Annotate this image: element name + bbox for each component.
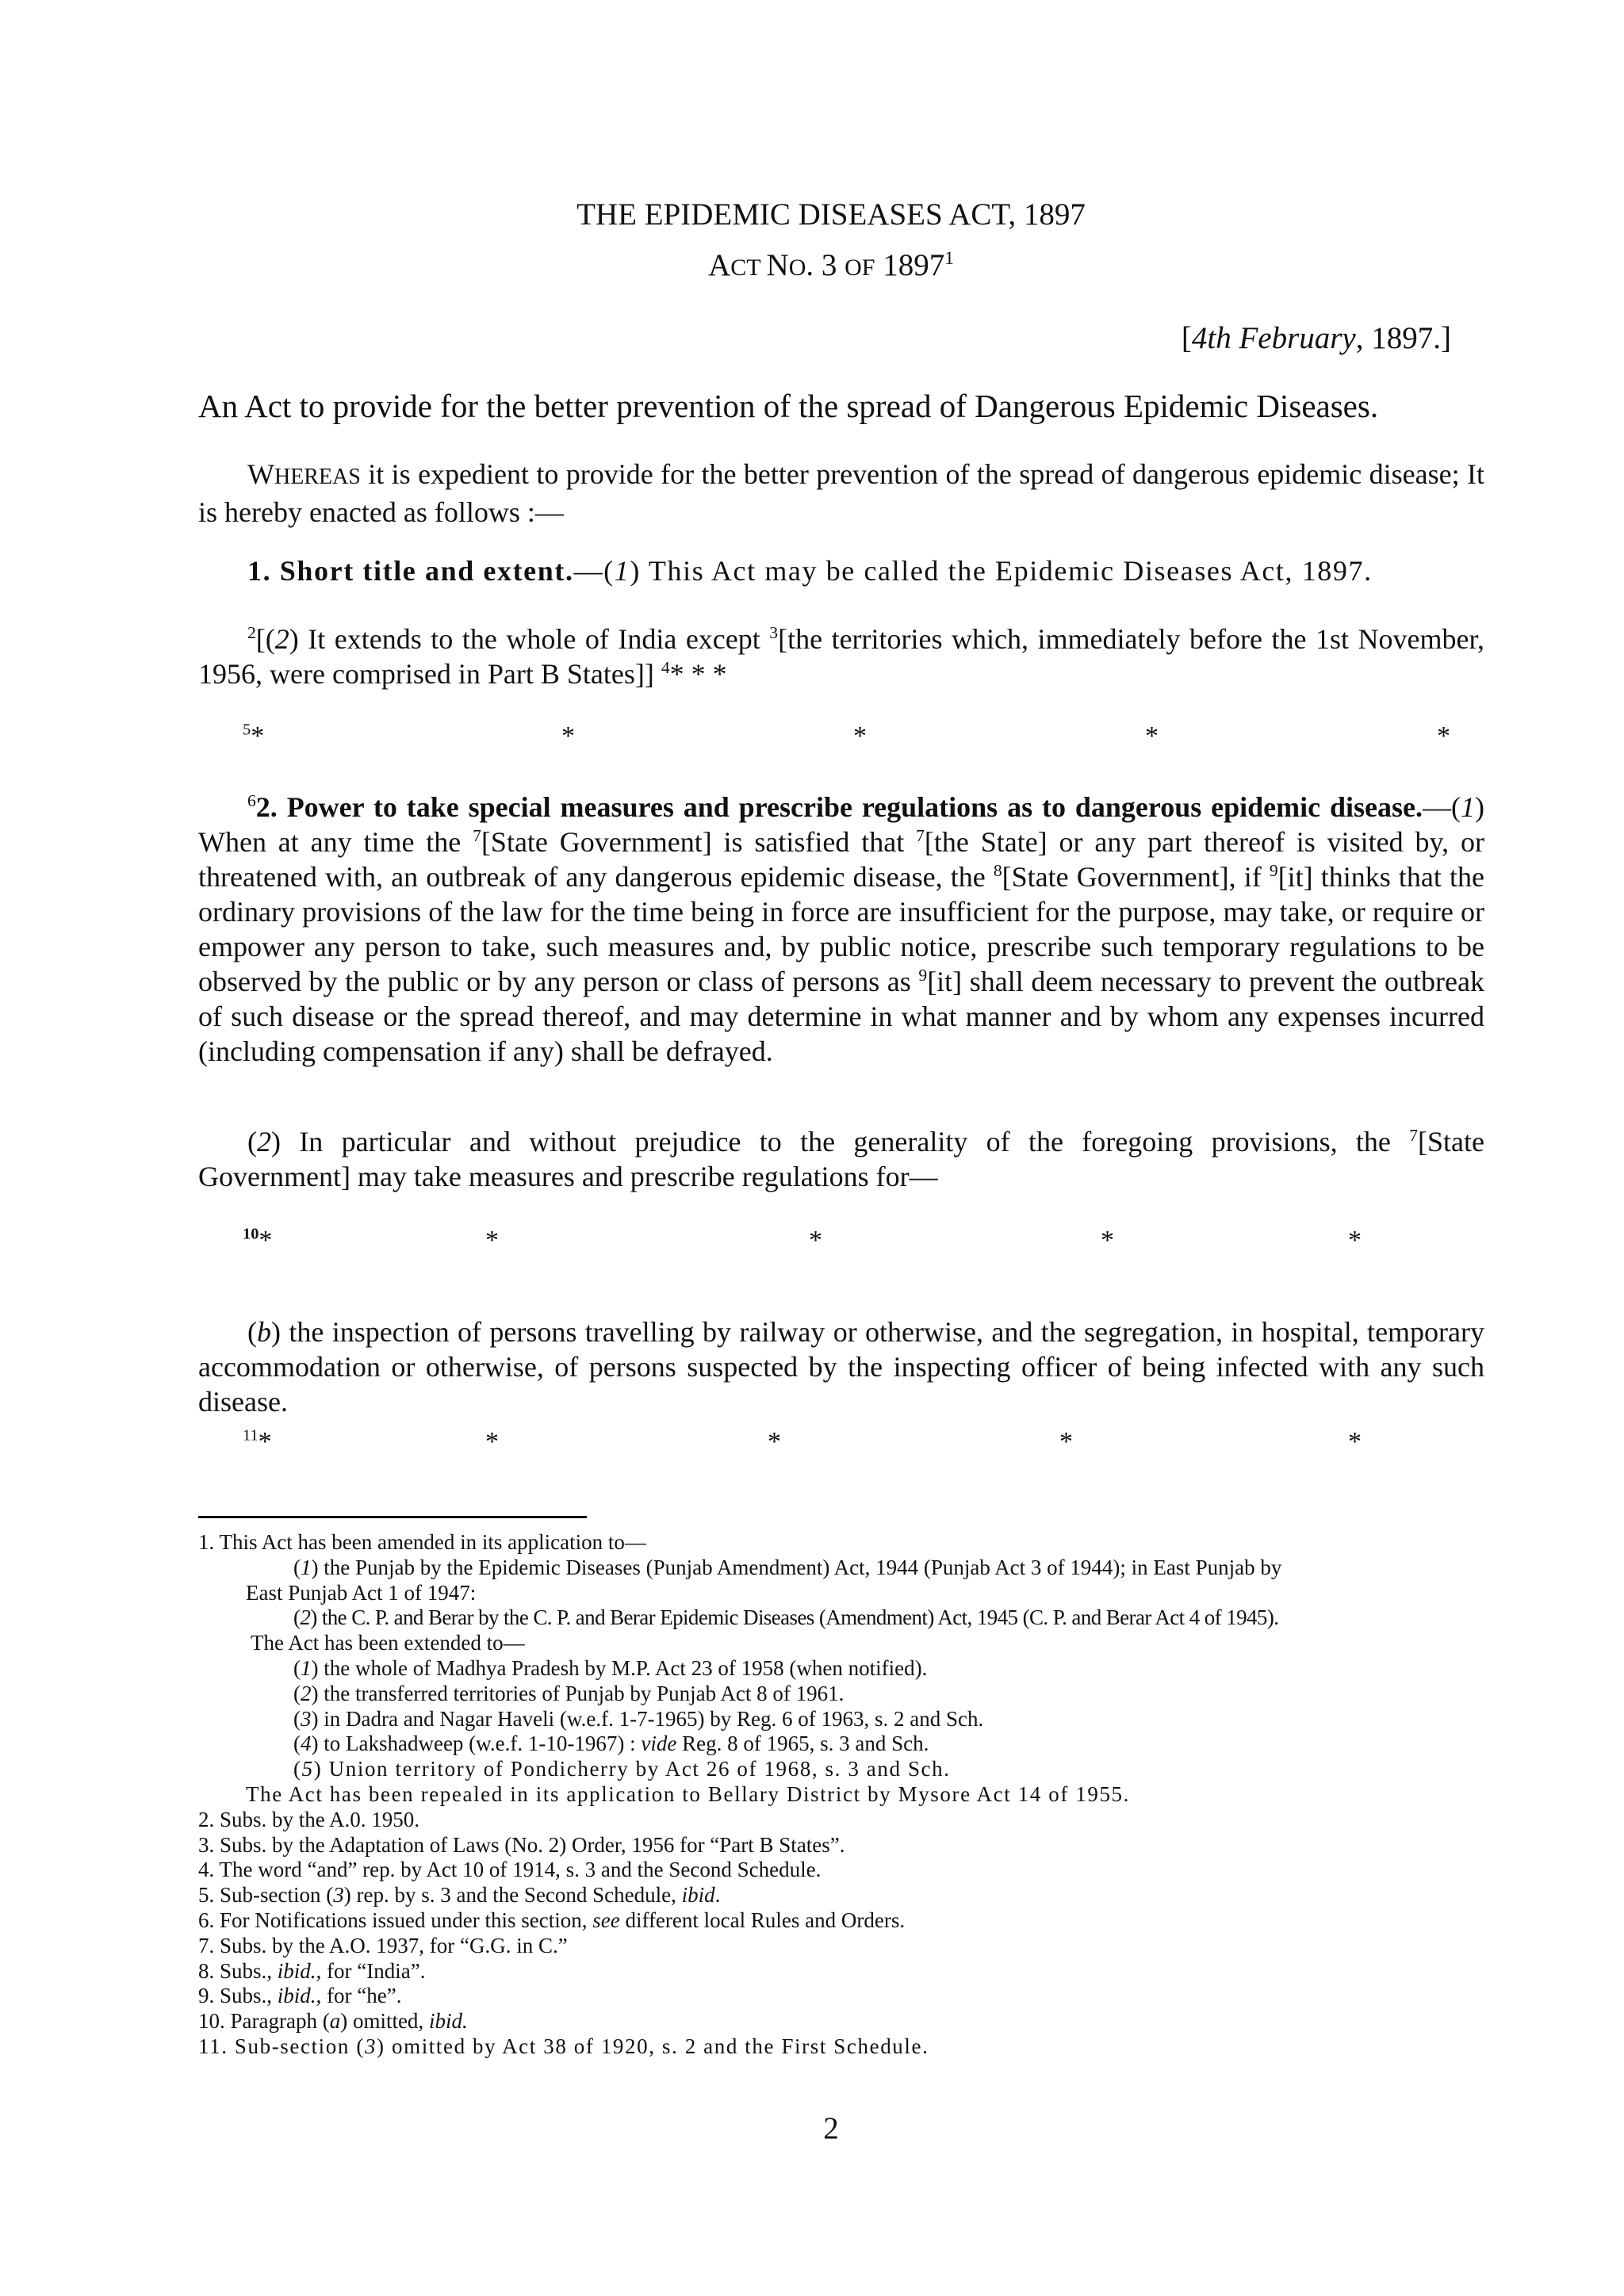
footnote-7: 7. Subs. by the A.O. 1937, for “G.G. in C.” bbox=[198, 1933, 568, 1957]
footnote-8: 8. Subs., ibid., for “India”. bbox=[198, 1958, 426, 1983]
footnote-1-extended: The Act has been extended to— bbox=[251, 1631, 525, 1655]
page-number: 2 bbox=[823, 2111, 839, 2145]
act-title: THE EPIDEMIC DISEASES ACT, 1897 bbox=[576, 197, 1086, 232]
footnote-4: 4. The word “and” rep. by Act 10 of 1914, s. 3 and the Second Schedule. bbox=[198, 1858, 822, 1882]
footnote-10: 10. Paragraph (a) omitted, ibid. bbox=[198, 2009, 468, 2034]
footnote-extension-3: (3) in Dadra and Nagar Haveli (w.e.f. 1-7-1965) by Reg. 6 of 1963, s. 2 and Sch. bbox=[293, 1706, 984, 1731]
footnote-6: 6. For Notifications issued under this section, see different local Rules and Orders. bbox=[198, 1908, 906, 1932]
omission-stars-11: $^{11}$ * * * * * bbox=[243, 1426, 1362, 1456]
section-2: $^6$2. Power to take special measures and prescribe regulations as to dangerous epidemic disease.—(1) When at any time the $^7$[State Government] is satisfied that $^7$[the State] or any part thereof is visited by, or threatened with, an outbreak of any dangerous epidemic disease, the $^8$[State Government], if $^9$[it] thinks that the ordinary provisions of the law for the time being in force are insufficient for the purpose, may take, or require or empower any person to take, such measures and, by public notice, prescribe such temporary regulations to be observed by the public or by any person or class of persons as $^9$[it] shall deem necessary to prevent the outbreak of such disease or the spread thereof, and may determine in what manner and by whom any expenses incurred (including compensation if any) shall be defrayed. bbox=[198, 791, 1485, 1067]
footnote-11: 11. Sub-section (3) omitted by Act 38 of 1920, s. 2 and the First Schedule. bbox=[198, 2034, 929, 2058]
footnote-5: 5. Sub-section (3) rep. by s. 3 and the Second Schedule, ibid. bbox=[198, 1883, 721, 1908]
footnote-9: 9. Subs., ibid., for “he”. bbox=[198, 1984, 402, 2008]
omission-stars-10: $^{10}$ * * * * * bbox=[243, 1225, 1362, 1255]
omission-stars-5: $^5$ * * * * * bbox=[243, 721, 1450, 751]
act-number: ACT NO. 3 OF 1897$^1$ bbox=[708, 248, 954, 282]
section-1-heading: 1. Short title and extent.—(1) This Act may be called the Epidemic Diseases Act, 1897. bbox=[247, 555, 1373, 587]
section-1-subsection-2: $^2$[(2) It extends to the whole of India except $^3$[the territories which, immediately before the 1st November, 1956, were comprised in Part B States]] $^4$* * * bbox=[198, 623, 1484, 690]
footnote-repealed: The Act has been repealed in its application to Bellary District by Mysore Act 14 of 1955. bbox=[246, 1781, 1131, 1806]
footnote-extension-4: (4) to Lakshadweep (w.e.f. 1-10-1967) : vide Reg. 8 of 1965, s. 3 and Sch. bbox=[293, 1732, 929, 1756]
footnotes bbox=[198, 1530, 1499, 2060]
footnote-1-a: (1) the Punjab by the Epidemic Diseases (Punjab Amendment) Act, 1944 (Punjab Act 3 of 1944); in East Punjab by bbox=[293, 1555, 1282, 1579]
preamble: WHEREAS it is expedient to provide for the better prevention of the spread of dangerous epidemic disease; It is hereby enacted as follows :— bbox=[198, 458, 1484, 528]
long-title: An Act to provide for the better prevention of the spread of Dangerous Epidemic Diseases. bbox=[198, 388, 1379, 424]
footnote-separator bbox=[198, 1516, 587, 1518]
footnote-1-a-cont: East Punjab Act 1 of 1947: bbox=[246, 1580, 477, 1605]
clause-b: (b) the inspection of persons travelling by railway or otherwise, and the segregation, in hospital, temporary accommodation or otherwise, of persons suspected by the inspecting officer of being infected with any such disease. bbox=[198, 1316, 1484, 1418]
footnote-extension-2: (2) the transferred territories of Punjab by Punjab Act 8 of 1961. bbox=[293, 1681, 845, 1705]
footnote-3: 3. Subs. by the Adaptation of Laws (No. 2) Order, 1956 for “Part B States”. bbox=[198, 1832, 845, 1857]
footnote-1-b: (2) the C. P. and Berar by the C. P. and Berar Epidemic Diseases (Amendment) Act, 1945 (C. P. and Berar Act 4 of 1945). bbox=[293, 1605, 1279, 1630]
footnote-2: 2. Subs. by the A.0. 1950. bbox=[198, 1807, 420, 1831]
section-2-subsection-2: (2) In particular and without prejudice to the generality of the foregoing provisions, the $^7$[State Government] may take measures and prescribe regulations for— bbox=[198, 1126, 1484, 1192]
enactment-date: [4th February, 1897.] bbox=[1181, 321, 1451, 355]
footnote-ref: 1 bbox=[944, 248, 954, 269]
footnote-extension-5: (5) Union territory of Pondicherry by Act 26 of 1968, s. 3 and Sch. bbox=[293, 1757, 951, 1781]
footnote-1: 1. This Act has been amended in its application to— bbox=[198, 1530, 646, 1554]
footnote-extension-1: (1) the whole of Madhya Pradesh by M.P. Act 23 of 1958 (when notified). bbox=[293, 1655, 928, 1680]
